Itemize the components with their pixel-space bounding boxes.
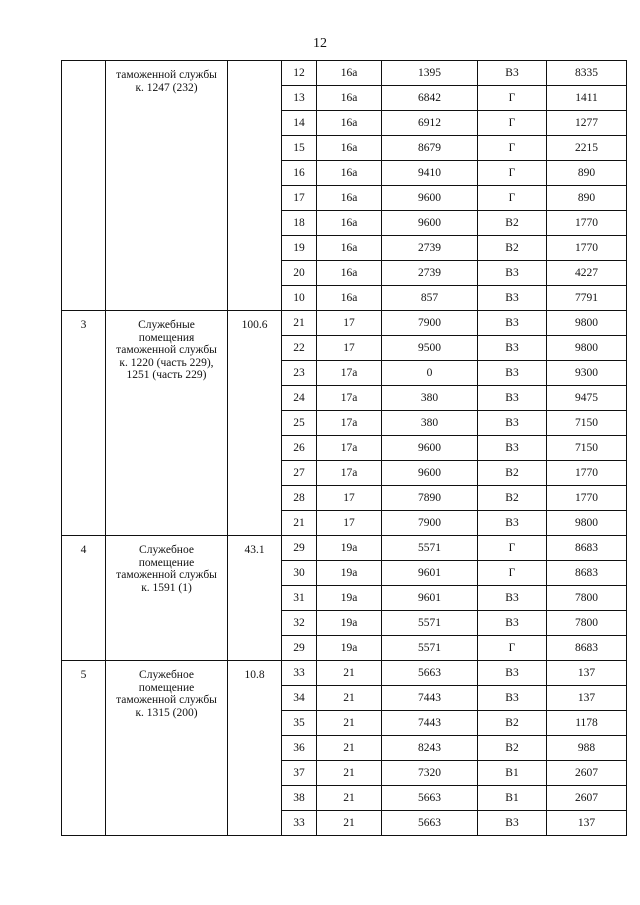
point-number-cell: 18 xyxy=(282,211,317,236)
point-number-cell: 24 xyxy=(282,386,317,411)
point-number-cell: 16 xyxy=(282,161,317,186)
class-cell: Г xyxy=(478,186,547,211)
class-cell: Г xyxy=(478,86,547,111)
section-cell: 21 xyxy=(317,736,382,761)
area-cell: 43.1 xyxy=(228,536,282,661)
class-cell: В3 xyxy=(478,686,547,711)
class-cell: В3 xyxy=(478,61,547,86)
coordinates-table xyxy=(61,60,627,836)
room-description-line: помещение xyxy=(138,556,195,569)
distance-cell: 380 xyxy=(382,386,478,411)
value-cell: 9475 xyxy=(547,386,627,411)
point-number-cell: 12 xyxy=(282,61,317,86)
distance-cell: 2739 xyxy=(382,236,478,261)
value-cell: 8683 xyxy=(547,536,627,561)
value-cell: 9300 xyxy=(547,361,627,386)
distance-cell: 9600 xyxy=(382,461,478,486)
section-cell: 16а xyxy=(317,211,382,236)
value-cell: 1411 xyxy=(547,86,627,111)
section-cell: 16а xyxy=(317,286,382,311)
point-number-cell: 10 xyxy=(282,286,317,311)
room-description-line: таможенной службы xyxy=(116,569,217,581)
class-cell: В2 xyxy=(478,486,547,511)
distance-cell: 9600 xyxy=(382,186,478,211)
point-number-cell: 21 xyxy=(282,311,317,336)
room-description-line: таможенной службы xyxy=(116,69,217,81)
room-description-line: к. 1315 (200) xyxy=(135,706,198,719)
room-description-cell xyxy=(106,61,228,311)
section-cell: 21 xyxy=(317,686,382,711)
value-cell: 9800 xyxy=(547,336,627,361)
point-number-cell: 13 xyxy=(282,86,317,111)
class-cell: В3 xyxy=(478,661,547,686)
distance-cell: 7890 xyxy=(382,486,478,511)
room-description-line: Служебные xyxy=(138,319,195,331)
room-description-line: к. 1247 (232) xyxy=(135,81,198,94)
section-cell: 17а xyxy=(317,411,382,436)
table-body xyxy=(62,61,627,836)
class-cell: В3 xyxy=(478,436,547,461)
value-cell: 2215 xyxy=(547,136,627,161)
distance-cell: 8243 xyxy=(382,736,478,761)
point-number-cell: 28 xyxy=(282,486,317,511)
class-cell: Г xyxy=(478,536,547,561)
area-cell: 10.8 xyxy=(228,661,282,836)
point-number-cell: 36 xyxy=(282,736,317,761)
section-cell: 17 xyxy=(317,311,382,336)
table-row xyxy=(62,311,627,336)
point-number-cell: 14 xyxy=(282,111,317,136)
section-cell: 21 xyxy=(317,661,382,686)
class-cell: В2 xyxy=(478,736,547,761)
section-cell: 17 xyxy=(317,336,382,361)
class-cell: В3 xyxy=(478,586,547,611)
point-number-cell: 20 xyxy=(282,261,317,286)
page-number: 12 xyxy=(313,36,327,51)
distance-cell: 5663 xyxy=(382,811,478,836)
point-number-cell: 38 xyxy=(282,786,317,811)
point-number-cell: 37 xyxy=(282,761,317,786)
value-cell: 137 xyxy=(547,661,627,686)
distance-cell: 8679 xyxy=(382,136,478,161)
item-number-cell xyxy=(62,61,106,311)
room-description-line: помещения xyxy=(138,331,195,344)
room-description-cell xyxy=(106,661,228,836)
room-description-line: 1251 (часть 229) xyxy=(126,369,207,381)
room-description-line: Служебное xyxy=(139,544,194,556)
value-cell: 1770 xyxy=(547,211,627,236)
distance-cell: 5571 xyxy=(382,536,478,561)
class-cell: В3 xyxy=(478,511,547,536)
class-cell: В2 xyxy=(478,711,547,736)
section-cell: 17 xyxy=(317,486,382,511)
section-cell: 21 xyxy=(317,711,382,736)
value-cell: 1178 xyxy=(547,711,627,736)
value-cell: 890 xyxy=(547,161,627,186)
class-cell: В3 xyxy=(478,811,547,836)
room-description-line: таможенной службы xyxy=(116,344,217,356)
section-cell: 16а xyxy=(317,236,382,261)
distance-cell: 2739 xyxy=(382,261,478,286)
distance-cell: 5571 xyxy=(382,611,478,636)
value-cell: 7150 xyxy=(547,436,627,461)
value-cell: 2607 xyxy=(547,761,627,786)
item-number-cell: 4 xyxy=(62,536,106,661)
value-cell: 1770 xyxy=(547,461,627,486)
section-cell: 21 xyxy=(317,761,382,786)
area-cell: 100.6 xyxy=(228,311,282,536)
distance-cell: 857 xyxy=(382,286,478,311)
point-number-cell: 33 xyxy=(282,811,317,836)
distance-cell: 380 xyxy=(382,411,478,436)
item-number-cell: 3 xyxy=(62,311,106,536)
distance-cell: 5663 xyxy=(382,786,478,811)
room-description-cell xyxy=(106,311,228,536)
value-cell: 1277 xyxy=(547,111,627,136)
section-cell: 16а xyxy=(317,111,382,136)
value-cell: 8683 xyxy=(547,636,627,661)
value-cell: 2607 xyxy=(547,786,627,811)
value-cell: 8683 xyxy=(547,561,627,586)
class-cell: В3 xyxy=(478,336,547,361)
section-cell: 17а xyxy=(317,436,382,461)
section-cell: 16а xyxy=(317,261,382,286)
point-number-cell: 21 xyxy=(282,511,317,536)
section-cell: 19а xyxy=(317,586,382,611)
distance-cell: 9601 xyxy=(382,561,478,586)
class-cell: В3 xyxy=(478,261,547,286)
distance-cell: 7443 xyxy=(382,711,478,736)
value-cell: 9800 xyxy=(547,511,627,536)
room-description-line: таможенной службы xyxy=(116,694,217,706)
room-description-line: Служебное xyxy=(139,669,194,681)
room-description-cell xyxy=(106,536,228,661)
section-cell: 16а xyxy=(317,86,382,111)
class-cell: В3 xyxy=(478,311,547,336)
value-cell: 7791 xyxy=(547,286,627,311)
section-cell: 21 xyxy=(317,811,382,836)
section-cell: 19а xyxy=(317,611,382,636)
section-cell: 19а xyxy=(317,536,382,561)
point-number-cell: 32 xyxy=(282,611,317,636)
section-cell: 17а xyxy=(317,361,382,386)
value-cell: 4227 xyxy=(547,261,627,286)
distance-cell: 7320 xyxy=(382,761,478,786)
distance-cell: 9500 xyxy=(382,336,478,361)
distance-cell: 6912 xyxy=(382,111,478,136)
class-cell: Г xyxy=(478,561,547,586)
point-number-cell: 31 xyxy=(282,586,317,611)
point-number-cell: 29 xyxy=(282,636,317,661)
class-cell: В3 xyxy=(478,286,547,311)
distance-cell: 7900 xyxy=(382,511,478,536)
distance-cell: 7900 xyxy=(382,311,478,336)
distance-cell: 9410 xyxy=(382,161,478,186)
distance-cell: 5663 xyxy=(382,661,478,686)
class-cell: Г xyxy=(478,161,547,186)
value-cell: 1770 xyxy=(547,236,627,261)
point-number-cell: 19 xyxy=(282,236,317,261)
point-number-cell: 25 xyxy=(282,411,317,436)
class-cell: В2 xyxy=(478,236,547,261)
distance-cell: 0 xyxy=(382,361,478,386)
section-cell: 17 xyxy=(317,511,382,536)
section-cell: 16а xyxy=(317,161,382,186)
value-cell: 9800 xyxy=(547,311,627,336)
distance-cell: 1395 xyxy=(382,61,478,86)
point-number-cell: 35 xyxy=(282,711,317,736)
table-row xyxy=(62,661,627,686)
class-cell: Г xyxy=(478,111,547,136)
section-cell: 19а xyxy=(317,636,382,661)
point-number-cell: 30 xyxy=(282,561,317,586)
value-cell: 1770 xyxy=(547,486,627,511)
distance-cell: 9600 xyxy=(382,211,478,236)
class-cell: В3 xyxy=(478,386,547,411)
distance-cell: 5571 xyxy=(382,636,478,661)
point-number-cell: 34 xyxy=(282,686,317,711)
section-cell: 16а xyxy=(317,136,382,161)
distance-cell: 9600 xyxy=(382,436,478,461)
value-cell: 7800 xyxy=(547,586,627,611)
class-cell: Г xyxy=(478,136,547,161)
class-cell: В3 xyxy=(478,611,547,636)
value-cell: 7150 xyxy=(547,411,627,436)
room-description-line: помещение xyxy=(138,681,195,694)
item-number-cell: 5 xyxy=(62,661,106,836)
value-cell: 8335 xyxy=(547,61,627,86)
table-row xyxy=(62,61,627,86)
class-cell: В3 xyxy=(478,361,547,386)
point-number-cell: 22 xyxy=(282,336,317,361)
class-cell: В1 xyxy=(478,786,547,811)
value-cell: 890 xyxy=(547,186,627,211)
class-cell: В1 xyxy=(478,761,547,786)
class-cell: Г xyxy=(478,636,547,661)
room-description-line: к. 1591 (1) xyxy=(141,581,192,594)
class-cell: В2 xyxy=(478,461,547,486)
point-number-cell: 15 xyxy=(282,136,317,161)
section-cell: 17а xyxy=(317,386,382,411)
value-cell: 137 xyxy=(547,686,627,711)
room-description-line: к. 1220 (часть 229), xyxy=(119,356,214,369)
value-cell: 137 xyxy=(547,811,627,836)
section-cell: 21 xyxy=(317,786,382,811)
table-row xyxy=(62,536,627,561)
point-number-cell: 33 xyxy=(282,661,317,686)
class-cell: В2 xyxy=(478,211,547,236)
area-cell xyxy=(228,61,282,311)
point-number-cell: 17 xyxy=(282,186,317,211)
value-cell: 988 xyxy=(547,736,627,761)
distance-cell: 9601 xyxy=(382,586,478,611)
section-cell: 19а xyxy=(317,561,382,586)
section-cell: 16а xyxy=(317,61,382,86)
distance-cell: 7443 xyxy=(382,686,478,711)
value-cell: 7800 xyxy=(547,611,627,636)
class-cell: В3 xyxy=(478,411,547,436)
point-number-cell: 26 xyxy=(282,436,317,461)
section-cell: 16а xyxy=(317,186,382,211)
point-number-cell: 23 xyxy=(282,361,317,386)
section-cell: 17а xyxy=(317,461,382,486)
point-number-cell: 29 xyxy=(282,536,317,561)
point-number-cell: 27 xyxy=(282,461,317,486)
distance-cell: 6842 xyxy=(382,86,478,111)
